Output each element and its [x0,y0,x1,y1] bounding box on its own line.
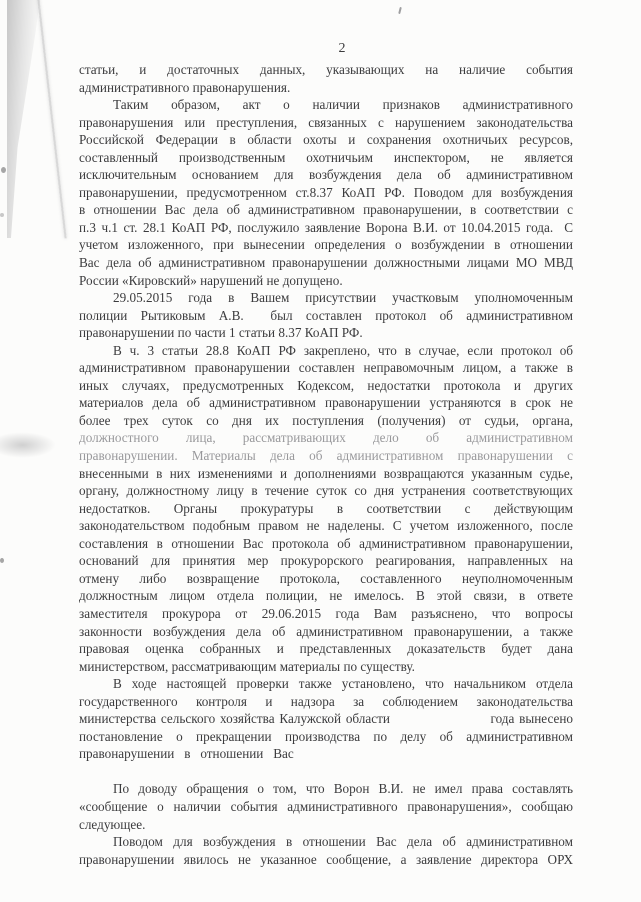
text-line: «сообщение о наличии события административного правонарушения», сообщаю [79,798,573,814]
scan-mark-artifact [398,7,402,14]
text-line: правонарушении явилось не указанное сообщение, а заявление директора ОРХ [79,851,573,867]
text-line: составления в отношении Вас протокола об административном правонарушении, [79,535,573,551]
text-line: материалов дела об административном правонарушении устраняются в срок не [79,395,573,411]
text-line: отмену либо возвращение протокола, составленного неуполномоченным [79,570,573,586]
text-line: В ч. 3 статьи 28.8 КоАП РФ закреплено, что в случае, если протокол об [113,342,573,358]
paragraph [79,96,573,289]
paragraph [79,833,573,868]
scan-speck-artifact [0,558,4,563]
text-line: внесенными в них изменениями и дополнениями возвращаются указанным судье, [79,465,573,481]
text-line: недостатков. Органы прокуратуры в соответствии с действующим [79,500,573,516]
text-line: В ходе настоящей проверки также установлено, что начальником отдела [113,676,573,692]
text-line: законодательством подобным правом не наделены. С учетом изложенного, после [79,518,573,534]
text-line: По доводу обращения о том, что Ворон В.И. не имел права составлять [113,781,573,797]
text-line: составленный производственным охотничьим инспектором, не является [79,149,573,165]
text-line: административного правонарушения. [79,79,291,95]
text-line: заместителя прокурора от 29.06.2015 года Вам разъяснено, что вопросы [79,605,573,621]
text-line: Поводом для возбуждения в отношении Вас дела об административном [113,834,573,850]
scan-speck-artifact [1,167,6,173]
text-line: правонарушении. Материалы дела об административном правонарушении с [79,448,573,464]
text-line: должностного лица, рассматривающих дело об административном [79,430,573,446]
text-line: п.3 ч.1 ст. 28.1 КоАП РФ, послужило заявление Ворона В.И. от 10.04.2015 года. С [79,219,573,235]
text-line: постановление о прекращении производства по делу об административном [79,728,573,744]
text-line: законности возбуждения дела об административном правонарушении, а также [79,623,573,639]
text-line: исключительным основанием для возбуждения дела об административном [79,167,573,183]
text-line: оснований для принятия мер прокурорского реагирования, направленных на [79,553,573,569]
text-line: государственного контроля и надзора за соблюдением законодательства [79,693,573,709]
text-line: иных случаях, предусмотренных Кодексом, недостатки протокола и других [79,377,573,393]
paragraph [79,675,573,763]
text-line: правонарушения или преступления, связанных с нарушением законодательства [79,114,573,130]
text-line: Российской Федерации в области охоты и сохранения охотничьих ресурсов, [79,132,573,148]
text-line: статьи, и достаточных данных, указывающих на наличие события [79,62,573,77]
paragraph [79,289,573,342]
text-line: в отношении Вас дела об административном правонарушении, в соответствии с [79,202,573,218]
text-line: правовая оценка собранных и представленных доказательств будет дана [79,641,573,657]
text-line: России «Кировский» нарушений не допущено. [79,272,343,288]
text-line: следующее. [79,816,146,832]
text-line: правонарушении по части 1 статьи 8.37 КоАП РФ. [79,325,363,341]
text-line: министерством, рассматривающим материалы по существу. [79,658,415,674]
scan-fold-shadow-artifact [7,0,40,238]
scan-crease-artifact [37,0,67,238]
text-line: Таким образом, акт о наличии признаков административного [113,97,573,113]
text-line: правонарушении в отношении Вас [79,746,294,762]
text-line: учетом изложенного, при вынесении определения о возбуждении в отношении [79,237,573,253]
paragraph [79,61,573,96]
paragraph [79,342,573,675]
page-number: 2 [338,41,346,56]
text-line: правонарушении, предусмотренном ст.8.37 КоАП РФ. Поводом для возбуждения [79,184,573,200]
text-line: Вас дела об административном правонарушении должностными лицами МО МВД [79,255,573,271]
text-line: полиции Рытиковым А.В. был составлен протокол об административном [79,307,573,323]
scan-smudge-artifact [0,432,56,458]
text-line: органу, должностному лицу в течение суток со дня устранения соответствующих [79,483,573,499]
text-line: административном правонарушении составлен неправомочным лицом, а также в [79,360,573,376]
document-body [79,61,573,868]
paragraph [79,780,573,833]
scan-speck-artifact [0,213,4,217]
text-line: более трех суток со дня их поступления (получения) от судьи, органа, [79,412,573,428]
text-line: 29.05.2015 года в Вашем присутствии участковым уполномоченным [113,290,573,306]
text-line: министерства сельского хозяйства Калужской области года вынесено [79,711,573,727]
text-line: должностным лицом отдела полиции, не имелось. В этой связи, в ответе [79,588,573,604]
